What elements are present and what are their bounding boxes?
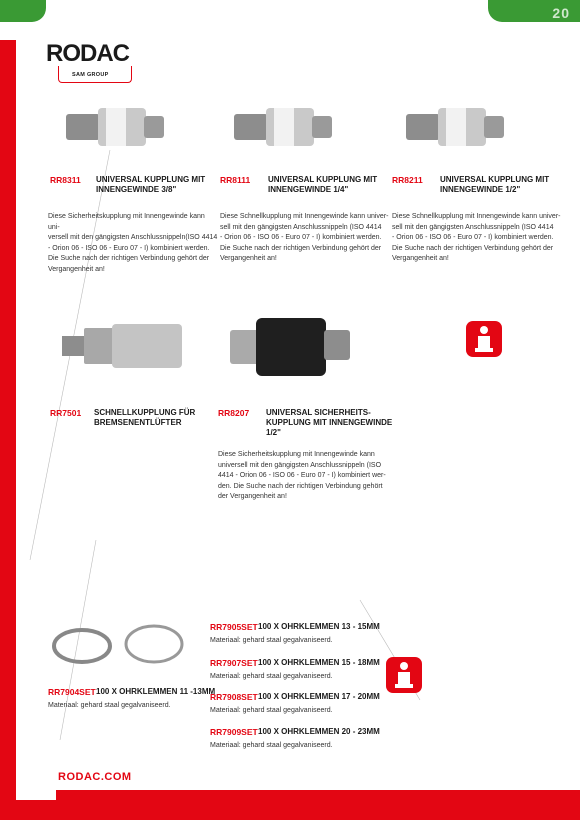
product-code-rr8111: RR8111 — [220, 175, 251, 185]
footer-website-link[interactable]: RODAC.COM — [58, 771, 132, 783]
product-title-rr8211: UNIVERSAL KUPPLUNG MIT INNENGEWINDE 1/2" — [440, 175, 550, 194]
product-desc-rr8207: Diese Sicherheitskupplung mit Innengewinde kann universell mit den gängigsten Anschlussnippeln (ISO 4414 - Orion 06 - ISO 06 - Euro 07 - I) kombiniert wer- den. Die Suche nach der richtigen Verbindung gehört der Vergangenheit an! — [218, 451, 386, 500]
coupling-image-rr7501 — [58, 318, 188, 373]
clamp-code-rr7908set: RR7908SET — [210, 692, 258, 702]
page-number: 20 — [552, 5, 570, 21]
product-code-rr8311: RR8311 — [50, 175, 81, 185]
clamp-material-rr7907set: Materiaal: gehard staal gegalvaniseerd. — [210, 673, 333, 680]
clamp-material-rr7904set: Materiaal: gehard staal gegalvaniseerd. — [48, 702, 171, 709]
product-desc-rr8311: Diese Sicherheitskupplung mit Innengewinde kann uni- versell mit den gängigsten Anschlussnippeln(ISO 4414 - Orion 06 - ISO 06 - Euro 07 - I) kombiniert werden. Die Suche nach der richtigen Verbindung gehört der Vergangenheit an! — [48, 213, 218, 273]
product-code-rr8207: RR8207 — [218, 408, 250, 418]
coupling-image-rr8311 — [60, 100, 170, 155]
clamp-title-rr7905set: 100 X OHRKLEMMEN 13 - 15MM — [258, 622, 380, 631]
info-icon — [466, 321, 502, 357]
coupling-image-rr8211 — [400, 100, 510, 155]
product-title-rr7501: SCHNELLKUPPLUNG FÜR BREMSENENTLÜFTER — [94, 408, 196, 427]
product-title-rr8207: UNIVERSAL SICHERHEITS- KUPPLUNG MIT INNENGEWINDE 1/2" — [266, 408, 393, 437]
coupling-image-rr8111 — [228, 100, 338, 155]
coupling-image-rr8207 — [226, 312, 356, 382]
clamp-title-rr7909set: 100 X OHRKLEMMEN 20 - 23MM — [258, 727, 380, 736]
clamp-code-rr7909set: RR7909SET — [210, 727, 258, 737]
clamp-title-rr7907set: 100 X OHRKLEMMEN 15 - 18MM — [258, 658, 380, 667]
brand-logo: RODAC — [46, 40, 129, 67]
ear-clamps-image — [42, 612, 192, 668]
clamp-material-rr7909set: Materiaal: gehard staal gegalvaniseerd. — [210, 742, 333, 749]
product-title-rr8311: UNIVERSAL KUPPLUNG MIT INNENGEWINDE 3/8" — [96, 175, 206, 194]
clamp-code-rr7907set: RR7907SET — [210, 658, 258, 668]
clamp-code-rr7904set: RR7904SET — [48, 687, 96, 697]
product-desc-rr8211: Diese Schnellkupplung mit Innengewinde kann univer- sell mit den gängigsten Anschlussnippeln (ISO 4414 - Orion 06 - ISO 06 - Euro 07 - I) kombiniert werden. Die Suche nach der richtigen Verbindung gehört der Vergangenheit an! — [392, 213, 561, 262]
brand-group: SAM GROUP — [72, 72, 109, 78]
product-desc-rr8111: Diese Schnellkupplung mit Innengewinde kann univer- sell mit den gängigsten Anschlussnippeln (ISO 4414 - Orion 06 - ISO 06 - Euro 07 - I) kombiniert werden. Die Suche nach der richtigen Verbindung gehört der Vergangenheit an! — [220, 213, 389, 262]
clamp-title-rr7904set: 100 X OHRKLEMMEN 11 -13MM — [96, 687, 216, 696]
clamp-material-rr7905set: Materiaal: gehard staal gegalvaniseerd. — [210, 637, 333, 644]
product-code-rr7501: RR7501 — [50, 408, 82, 418]
clamp-material-rr7908set: Materiaal: gehard staal gegalvaniseerd. — [210, 707, 333, 714]
info-icon — [386, 657, 422, 693]
clamp-code-rr7905set: RR7905SET — [210, 622, 258, 632]
product-code-rr8211: RR8211 — [392, 175, 423, 185]
clamp-title-rr7908set: 100 X OHRKLEMMEN 17 - 20MM — [258, 692, 380, 701]
product-title-rr8111: UNIVERSAL KUPPLUNG MIT INNENGEWINDE 1/4" — [268, 175, 378, 194]
